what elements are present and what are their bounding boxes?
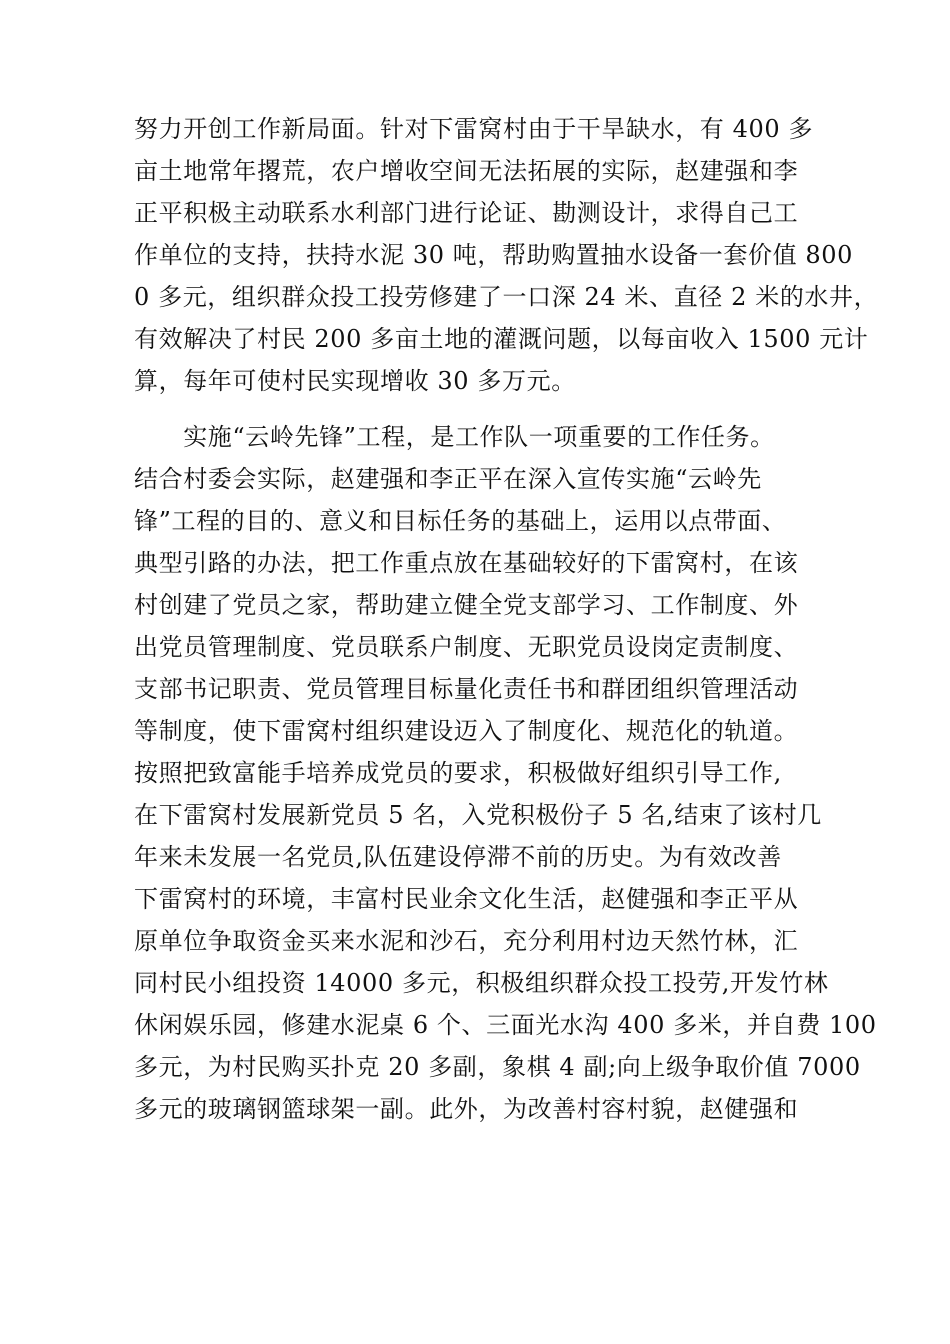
text-line: 锋”工程的目的、意义和目标任务的基础上，运用以点带面、: [134, 507, 787, 535]
text-line: 同村民小组投资 14000 多元，积极组织群众投工投劳,开发竹林: [134, 969, 829, 997]
text-line: 多元的玻璃钢篮球架一副。此外，为改善村容村貌，赵健强和: [134, 1095, 799, 1123]
text-line: 典型引路的办法，把工作重点放在基础较好的下雷窝村，在该: [134, 549, 799, 577]
text-line: 按照把致富能手培养成党员的要求，积极做好组织引导工作,: [134, 759, 782, 787]
body-text: [134, 108, 879, 1130]
paragraph-gap: [134, 402, 834, 416]
text-line: 等制度，使下雷窝村组织建设迈入了制度化、规范化的轨道。: [134, 717, 799, 745]
text-line: 原单位争取资金买来水泥和沙石，充分利用村边天然竹林，汇: [134, 927, 799, 955]
text-line: 支部书记职责、党员管理目标量化责任书和群团组织管理活动: [134, 675, 799, 703]
text-line: 下雷窝村的环境，丰富村民业余文化生活，赵健强和李正平从: [134, 885, 799, 913]
text-line: 0 多元，组织群众投工投劳修建了一口深 24 米、直径 2 米的水井，: [134, 283, 879, 311]
text-line: 村创建了党员之家，帮助建立健全党支部学习、工作制度、外: [134, 591, 799, 619]
text-line: 亩土地常年撂荒，农户增收空间无法拓展的实际，赵建强和李: [134, 157, 799, 185]
text-line: 正平积极主动联系水利部门进行论证、勘测设计，求得自己工: [134, 199, 799, 227]
text-line: 有效解决了村民 200 多亩土地的灌溉问题，以每亩收入 1500 元计: [134, 325, 869, 353]
text-line: 在下雷窝村发展新党员 5 名，入党积极份子 5 名,结束了该村几: [134, 801, 822, 829]
text-line: 年来未发展一名党员,队伍建设停滞不前的历史。为有效改善: [134, 843, 782, 871]
text-line: 算，每年可使村民实现增收 30 多万元。: [134, 367, 576, 395]
text-line: 作单位的支持，扶持水泥 30 吨，帮助购置抽水设备一套价值 800: [134, 241, 854, 269]
text-line: 出党员管理制度、党员联系户制度、无职党员设岗定责制度、: [134, 633, 799, 661]
text-line: 休闲娱乐园，修建水泥桌 6 个、三面光水沟 400 多米，并自费 100: [134, 1011, 877, 1039]
text-line: 努力开创工作新局面。针对下雷窝村由于干旱缺水，有 400 多: [134, 115, 814, 143]
text-line: 实施“云岭先锋”工程，是工作队一项重要的工作任务。: [134, 423, 775, 451]
text-line: 多元，为村民购买扑克 20 多副，象棋 4 副;向上级争取价值 7000: [134, 1053, 861, 1081]
text-line: 结合村委会实际，赵建强和李正平在深入宣传实施“云岭先: [134, 465, 762, 493]
